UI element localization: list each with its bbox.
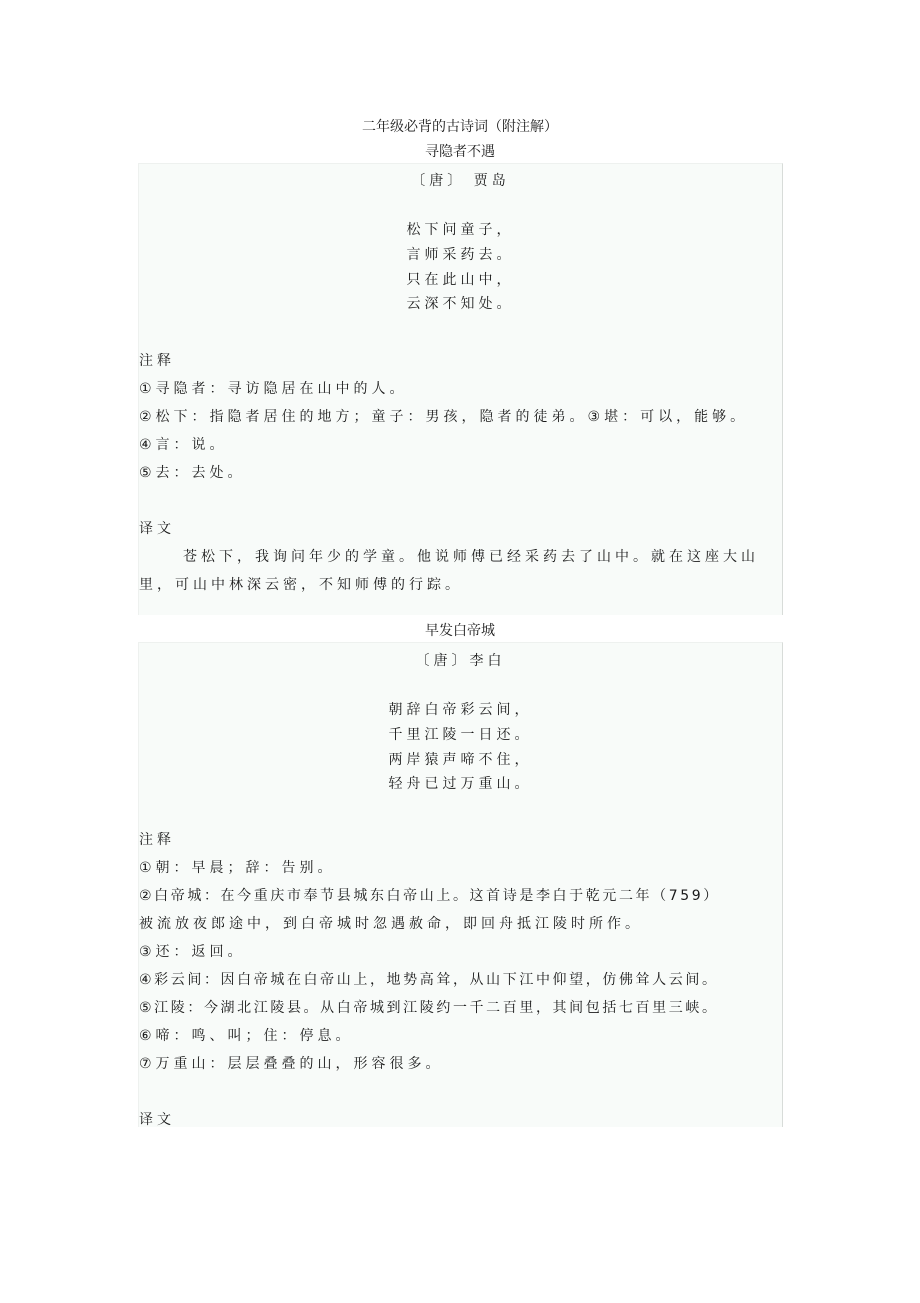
poem1-line: 言师采药去。 <box>406 247 515 263</box>
poem1-translation-line: 苍松下，我询问年少的学童。他说师傅已经采药去了山中。就在这座大山 <box>183 549 759 565</box>
poem2-box <box>138 642 783 1127</box>
poem1-notes-heading: 注释 <box>139 353 175 369</box>
poem2-author: 〔唐〕李白 <box>415 653 506 669</box>
poem1-note: ④言：说。 <box>139 437 228 453</box>
poem1-translation-heading: 译文 <box>139 521 175 537</box>
poem2-note: ⑤江陵：今湖北江陵县。从白帝城到江陵约一千二百里，其间包括七百里三峡。 <box>139 1000 719 1016</box>
poem2-title: 早发白帝城 <box>425 623 495 639</box>
poem2-line: 轻舟已过万重山。 <box>388 776 533 792</box>
poem2-note: ⑥啼：鸣、叫；住：停息。 <box>139 1028 354 1044</box>
poem2-line: 千里江陵一日还。 <box>388 727 533 743</box>
poem1-box <box>138 163 783 615</box>
poem2-note: 被流放夜郎途中，到白帝城时忽遇赦命，即回舟抵江陵时所作。 <box>139 916 643 932</box>
poem1-note: ①寻隐者：寻访隐居在山中的人。 <box>139 381 408 397</box>
poem2-note: ①朝：早晨；辞：告别。 <box>139 860 336 876</box>
poem1-note: ②松下：指隐者居住的地方；童子：男孩，隐者的徒弟。③堪：可以，能够。 <box>139 409 749 425</box>
poem1-author: 〔唐〕 贾岛 <box>411 173 510 189</box>
poem1-line: 松下问童子， <box>406 222 515 238</box>
poem2-translation-heading: 译文 <box>139 1112 175 1128</box>
poem2-line: 两岸猿声啼不住， <box>388 752 533 768</box>
poem2-note: ④彩云间：因白帝城在白帝山上，地势高耸，从山下江中仰望，仿佛耸人云间。 <box>139 972 719 988</box>
poem1-title: 寻隐者不遇 <box>425 144 495 160</box>
poem1-translation-line: 里，可山中林深云密，不知师傅的行踪。 <box>139 577 463 593</box>
poem2-line: 朝辞白帝彩云间， <box>388 702 533 718</box>
poem1-line: 云深不知处。 <box>406 296 515 312</box>
poem1-line: 只在此山中， <box>406 272 515 288</box>
document-title: 二年级必背的古诗词（附注解） <box>362 119 558 135</box>
poem2-notes-heading: 注释 <box>139 832 175 848</box>
poem2-note: ③还：返回。 <box>139 944 246 960</box>
poem1-note: ⑤去：去处。 <box>139 465 246 481</box>
poem2-note: ②白帝城：在今重庆市奉节县城东白帝山上。这首诗是李白于乾元二年（759） <box>139 888 720 904</box>
poem2-note: ⑦万重山：层层叠叠的山，形容很多。 <box>139 1056 444 1072</box>
